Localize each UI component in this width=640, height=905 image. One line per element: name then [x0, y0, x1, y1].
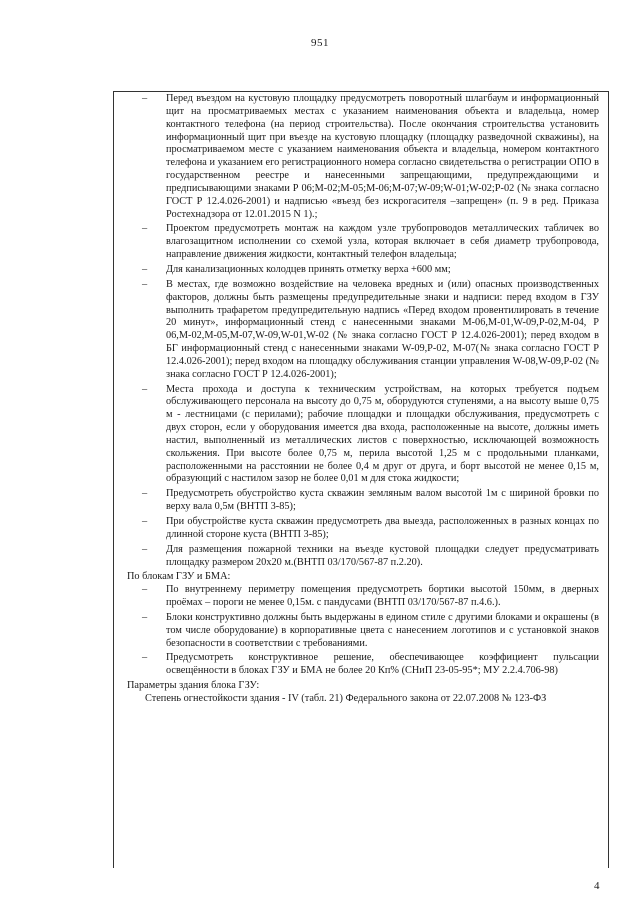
list-item: [142, 516, 599, 542]
dash-bullet: –: [142, 93, 148, 104]
dash-bullet: –: [142, 263, 148, 275]
list-item: [142, 279, 599, 382]
list-item-text: Места прохода и доступа к техническим устройствам, на которых требуется подъем обслуживающего персонала на высоту до 0,75 м, оборудуются ступенями, а на высоту выше 0,75 м - лестницами (с перилами); рабочие площадки и площадки обслуживания, предусмотреть с двух сторон, если у оборудования имеется два входа, расположенные на высоте, должны иметь настил, выполненный из металлических листов с поверхностью, исключающей возможность скольжения. При высоте более 0,75 м, перила высотой 1,25 м с продольными планками, расположенными на расстоянии не более 0,4 м друг от друга, и борт высотой не менее 0,15 м, образующий с настилом зазор не более 0,01 м для стока жидкости;: [166, 383, 599, 485]
dash-bullet: –: [142, 223, 148, 235]
table-border-top: [113, 91, 609, 92]
param-fire-resistance: Степень огнестойкости здания - IV (табл. 21) Федерального закона от 22.07.2008 № 123-ФЗ: [145, 692, 547, 704]
list-item-text: По внутреннему периметру помещения предусмотреть бортики высотой 150мм, в дверных проёмах – пороги не менее 0,15м. с пандусами (ВНТП 03/170/567-87 п.4.6.).: [166, 584, 599, 609]
list-item: [142, 93, 599, 221]
page-number-top: 951: [311, 37, 329, 49]
dash-bullet: –: [142, 488, 148, 500]
dash-bullet: –: [142, 584, 148, 596]
dash-bullet: –: [142, 543, 148, 555]
section-heading-params: Параметры здания блока ГЗУ:: [127, 680, 260, 692]
list-item: [142, 652, 599, 678]
list-item: [142, 264, 599, 277]
document-body: [127, 93, 599, 706]
section-heading-gzu-bma: По блокам ГЗУ и БМА:: [127, 571, 231, 583]
list-item: [142, 488, 599, 514]
dash-bullet: –: [142, 278, 148, 290]
list-item-text: Предусмотреть обустройство куста скважин земляным валом высотой 1м с шириной бровки по верху вала 0,5м (ВНТП 3-85);: [166, 488, 599, 513]
dash-bullet: –: [142, 383, 148, 395]
list-item: [142, 544, 599, 570]
list-item-text: Проектом предусмотреть монтаж на каждом узле трубопроводов металлических табличек во влагозащитном исполнении со схемой узла, которая включает в себя диаметр трубопровода, направление движения жидкости, контактный телефон владельца;: [166, 223, 599, 261]
dash-bullet: –: [142, 611, 148, 623]
list-item: [142, 584, 599, 610]
list-item-text: Предусмотреть конструктивное решение, обеспечивающее коэффициент пульсации освещённости в блоках ГЗУ и БМА не более 20 Кп% (СНиП 23-05-95*; МУ 2.2.4.706-98): [166, 652, 599, 677]
list-item: [142, 384, 599, 487]
list-item: [142, 612, 599, 651]
list-item-text: В местах, где возможно воздействие на человека вредных и (или) опасных производственных факторов, должны быть размещены предупредительные знаки и надписи: перед входом в ГЗУ выполнить трафаретом предупредительную надпись «Перед входом провентилировать в течение 20 минут», информационный стенд с нанесенными знаками М-06,М-01,W-09,Р-02,М-04, Р 06,М-02,М-05,М-07,W-09,W-01,W-02 (№ знака согласно ГОСТ Р 12.4.026-2001); перед входом в БГ информационный стенд с нанесенными знаками W-09,Р-02, М-07(№ знака согласно ГОСТ Р 12.4.026-2001); перед входом на площадку обслуживания станции управления W-08,W-09,Р-02 (№ знака согласно ГОСТ Р 12.4.026-2001);: [166, 278, 599, 380]
list-item-text: Блоки конструктивно должны быть выдержаны в едином стиле с другими блоками и окрашены (в том числе оборудование) в корпоративные цвета с нанесением логотипов и с установкой знаков безопасности в соответствии с требованиями.: [166, 611, 599, 649]
dash-bullet: –: [142, 652, 148, 664]
list-item: [142, 223, 599, 262]
page-number-bottom: 4: [594, 880, 600, 892]
list-item-text: Перед въездом на кустовую площадку предусмотреть поворотный шлагбаум и информационный щит на просматриваемых местах с указанием наименования объекта и владельца, номер контактного телефона (на период строительства). После окончания строительства установить информационный щит при въезде на кустовую площадку (площадку разведочной скважины), на просматриваемом месте с указанием наименования объекта и владельца, номером контактного телефона и указанием его регистрационного номера согласно свидетельства о регистрации ОПО в государственном реестре и нанесенными запрещающими, предупреждающими и предписывающими знаками Р 06;М-02;М-05;М-06;М-07;W-09;W-01;W-02;Р-02 (№ знака согласно ГОСТ Р 12.4.026-2001) и надписью «въезд без искрогасителя –запрещен» (п. 9 в ред. Приказа Ростехнадзора от 12.01.2015 N 1).;: [166, 93, 599, 220]
table-border-left: [113, 91, 114, 868]
list-item-text: При обустройстве куста скважин предусмотреть два выезда, расположенных в разных концах по длинной стороне куста (ВНТП 3-85);: [166, 516, 599, 540]
table-border-right: [608, 91, 609, 868]
dash-bullet: –: [142, 516, 148, 527]
list-item-text: Для канализационных колодцев принять отметку верха +600 мм;: [166, 263, 451, 275]
list-item-text: Для размещения пожарной техники на въезде кустовой площадки следует предусматривать площадку размером 20х20 м.(ВНТП 03/170/567-87 п.2.20).: [166, 543, 599, 568]
